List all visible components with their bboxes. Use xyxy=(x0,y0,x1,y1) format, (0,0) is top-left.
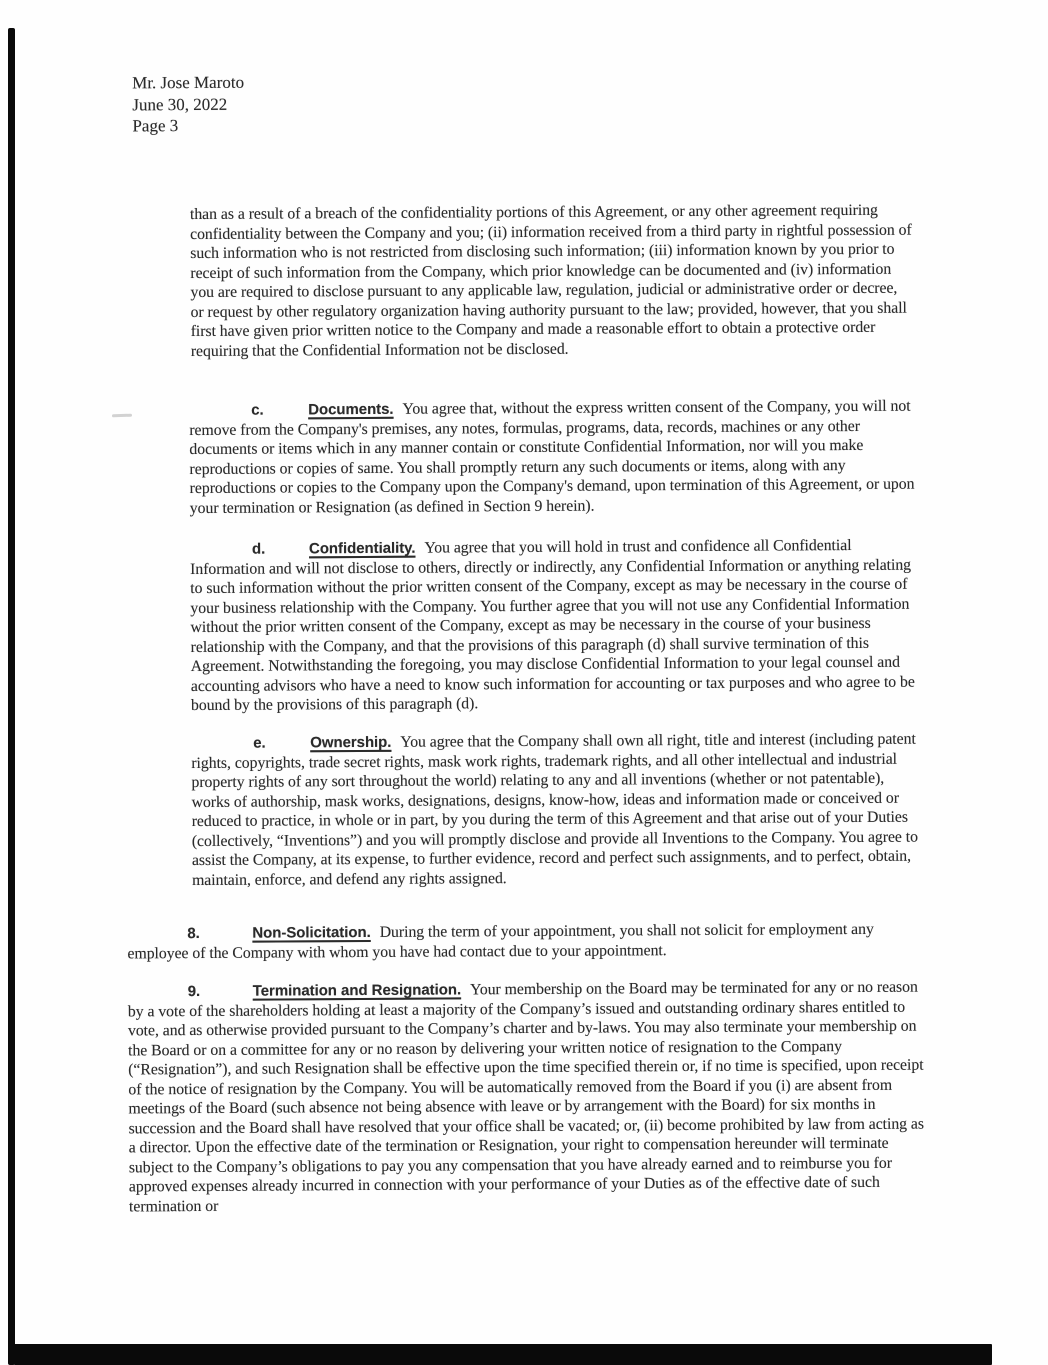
page-number: Page 3 xyxy=(132,116,179,136)
section-text-termination-resignation: Your membership on the Board may be terminated for any or no reason by a vote of the shareholders holding at least a majority of the Company’s issued and outstanding ordinary shares entitled to vote, and as otherwise provided pursuant to the Company’s charter and by-laws. You may also terminate your membership on the Board or on a committee for any or no reason by delivering your written notice of resignation to the Company (“Resignation”), and such Resignation shall be effective upon the time specified therein or, if no time is specified, upon receipt of the notice of resignation by the Company. You will be automatically removed from the Board if you (i) are absent from meetings of the Board (such absence not being absence with leave or by arrangement with the Board) for six months in succession and the Board shall have resolved that your office shall be vacated; or, (ii) become prohibited by law from acting as a director. Upon the effective date of the termination or Resignation, your right to compensation hereunder will terminate subject to the Company’s obligations to pay you any compensation that you have already earned and to reimburse you for approved expenses already incurred in connection with your performance of your Duties as of the effective date of such termination or xyxy=(127,978,925,1215)
scan-edge-bottom xyxy=(14,1344,992,1365)
subsection-title-ownership: Ownership. xyxy=(310,733,392,752)
section-number-9: 9. xyxy=(187,982,201,1001)
section-title-termination-resignation: Termination and Resignation. xyxy=(252,981,462,1000)
subsection-title-documents: Documents. xyxy=(308,400,394,419)
subsection-label-e: e. xyxy=(253,734,266,752)
subsection-documents xyxy=(189,397,917,518)
section-non-solicitation xyxy=(127,920,924,964)
scan-edge-left xyxy=(8,28,15,1365)
letter-header xyxy=(132,72,244,137)
section-text-non-solicitation: During the term of your appointment, you shall not solicit for employment any employee of the Company with whom you have had contact due to your appointment. xyxy=(127,920,874,962)
subsection-title-confidentiality: Confidentiality. xyxy=(308,539,416,558)
section-title-non-solicitation: Non-Solicitation. xyxy=(252,923,371,942)
subsection-label-d: d. xyxy=(251,540,266,558)
section-termination-resignation xyxy=(128,978,926,1217)
paragraph-confidential-info-continuation: than as a result of a breach of the confidentiality portions of this Agreement, or any other agreement requiring confidentiality between the Company and you; (ii) information received from a third party in rightful possession of such information who is not restricted from disclosing such information; (iii) information known by you prior to receipt of such information from the Company, which prior knowledge can be documented and (iv) information you are required to disclose pursuant to any applicable law, regulation, judicial or administrative order or decree, or request by other regulatory organization having authority pursuant to the law; provided, however, that you shall first have given prior written notice to the Company and made a reasonable effort to obtain a protective order requiring that the Confidential Information not be disclosed. xyxy=(189,201,912,360)
subsection-ownership xyxy=(191,730,919,890)
subsection-text-documents: You agree that, without the express written consent of the Company, you will not remove from the Company's premises, any notes, formulas, programs, data, records, machines or any other documents or items which in any manner contain or constitute Confidential Information, nor will you make reproductions or copies of same. You shall promptly return any such documents or items, along with any reproductions or copies to the Company upon the Company's demand, upon termination of this Agreement, or upon your termination or Resignation (as defined in Section 9 herein). xyxy=(189,397,915,517)
subsection-text-ownership: You agree that the Company shall own all right, title and interest (including patent rights, copyrights, trade secret rights, mask work rights, trademark rights, and all other intellectual and industrial property rights of any sort throughout the world) relating to any and all inventions (whether or not patentable), works of authorship, mask works, designations, designs, know-how, ideas and information made or conceived or reduced to practice, in whole or in part, by you during the term of this Agreement and that arise out of your Duties (collectively, “Inventions”) and you will promptly disclose and provide all Inventions to the Company. You agree to assist the Company, at its expense, to further evidence, record and perfect such assignments, and to perfect, obtain, maintain, enforce, and defend any rights assigned. xyxy=(191,730,919,889)
letter-date: June 30, 2022 xyxy=(132,94,228,114)
subsection-confidentiality xyxy=(190,536,918,716)
subsection-label-c: c. xyxy=(251,401,264,419)
subsection-text-confidentiality: You agree that you will hold in trust and confidence all Confidential Information and will not disclose to others, directly or indirectly, any Confidential Information or anything relating to such information without the prior written consent of the Company, except as may be necessary in the course of your business relationship with the Company. You further agree that you will not use any Confidential Information without the prior written consent of the Company, except as may be necessary in the course of your business relationship with the Company, and that the provisions of this paragraph (d) shall survive termination of this Agreement. Notwithstanding the foregoing, you may disclose Confidential Information to your legal counsel and accounting advisors who have a need to know such information for accounting or tax purposes and who agree to be bound by the provisions of this paragraph (d). xyxy=(190,536,915,715)
section-number-8: 8. xyxy=(187,924,200,943)
recipient-name: Mr. Jose Maroto xyxy=(132,72,245,93)
